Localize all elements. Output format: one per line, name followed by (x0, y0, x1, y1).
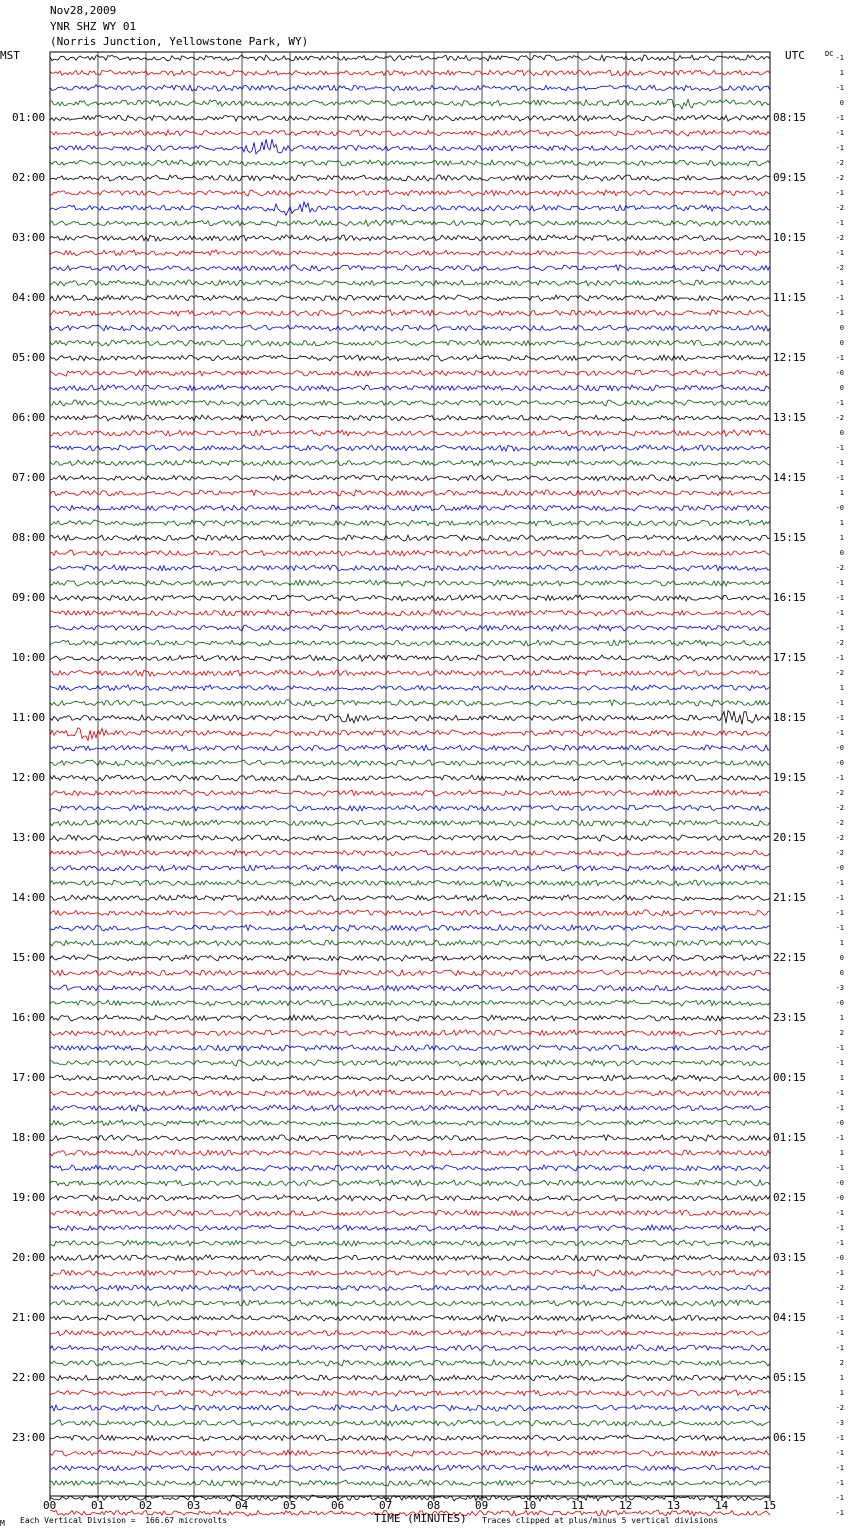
seismic-trace (50, 1285, 770, 1291)
seismic-trace (50, 1450, 770, 1456)
dc-offset-label: -0 (835, 1254, 844, 1262)
dc-offset-label: -0 (835, 1179, 844, 1187)
seismic-trace (50, 1480, 770, 1486)
seismic-trace (50, 925, 770, 931)
seismic-trace (50, 265, 770, 271)
dc-offset-label: 1 (839, 1389, 844, 1397)
mst-hour-label: 04:00 (12, 291, 46, 304)
dc-offset-label: -2 (835, 564, 844, 572)
dc-offset-label: -2 (835, 789, 844, 797)
seismic-trace (50, 640, 770, 646)
mst-hour-label: 11:00 (12, 711, 46, 724)
seismic-trace (50, 355, 770, 361)
dc-offset-label: -1 (835, 1164, 844, 1172)
utc-hour-label: 04:15 (773, 1311, 807, 1324)
mst-hour-label: 05:00 (12, 351, 46, 364)
seismic-trace (50, 445, 770, 451)
dc-offset-label: -2 (835, 804, 844, 812)
dc-offset-label: 1 (839, 684, 844, 692)
mst-hour-label: 23:00 (12, 1431, 46, 1444)
utc-hour-label: 05:15 (773, 1371, 807, 1384)
seismic-trace (50, 1390, 770, 1396)
dc-offset-label: -1 (835, 1209, 844, 1217)
dc-offset-label: -1 (835, 729, 844, 737)
seismic-trace (50, 202, 770, 215)
seismic-trace (50, 460, 770, 466)
dc-offset-label: -1 (835, 909, 844, 917)
dc-offset-label: -1 (835, 294, 844, 302)
seismic-trace (50, 565, 770, 571)
dc-offset-label: -1 (835, 1134, 844, 1142)
seismic-trace (50, 1375, 770, 1381)
dc-offset-label: -1 (835, 279, 844, 287)
seismic-trace (50, 325, 770, 331)
seismic-trace (50, 1315, 770, 1321)
dc-offset-label: -0 (835, 504, 844, 512)
seismic-trace (50, 115, 770, 121)
seismic-trace (50, 835, 770, 841)
x-tick-label: 11 (571, 1499, 585, 1512)
dc-offset-label: 0 (839, 954, 844, 962)
utc-hour-label: 17:15 (773, 651, 807, 664)
seismic-trace (50, 475, 770, 481)
seismic-trace (50, 670, 770, 676)
date-title: Nov28,2009 (50, 4, 117, 17)
mst-hour-label: 01:00 (12, 111, 46, 124)
dc-offset-label: -0 (835, 744, 844, 752)
dc-offset-label: -1 (835, 879, 844, 887)
dc-offset-label: -2 (835, 669, 844, 677)
right-timezone-label: UTC (785, 49, 805, 62)
seismic-trace (50, 1075, 770, 1081)
seismic-trace (50, 1105, 770, 1111)
dc-offset-label: -1 (835, 1449, 844, 1457)
x-tick-label: 07 (379, 1499, 393, 1512)
seismic-trace (50, 1345, 770, 1351)
dc-offset-label: -1 (835, 1089, 844, 1097)
utc-hour-label: 22:15 (773, 951, 807, 964)
utc-hour-label: 02:15 (773, 1191, 807, 1204)
seismic-trace (50, 1060, 770, 1066)
dc-offset-label: -1 (835, 1494, 844, 1502)
dc-offset-label: -1 (835, 1044, 844, 1052)
seismic-trace (50, 880, 770, 886)
dc-offset-label: -1 (835, 1104, 844, 1112)
dc-offset-label: -1 (835, 219, 844, 227)
x-tick-label: 13 (667, 1499, 681, 1512)
mst-hour-label: 17:00 (12, 1071, 46, 1084)
dc-offset-label: -0 (835, 1119, 844, 1127)
x-axis-title: TIME (MINUTES) (374, 1512, 467, 1525)
seismic-trace (50, 99, 770, 109)
seismic-trace (50, 385, 770, 391)
dc-offset-label: 0 (839, 339, 844, 347)
seismic-trace (50, 1435, 770, 1441)
dc-offset-label: -2 (835, 819, 844, 827)
dc-offset-label: 1 (839, 1149, 844, 1157)
dc-offset-label: -1 (835, 1344, 844, 1352)
x-tick-label: 08 (427, 1499, 441, 1512)
mst-hour-label: 12:00 (12, 771, 46, 784)
seismic-trace (50, 805, 770, 811)
dc-offset-label: -2 (835, 849, 844, 857)
dc-offset-label: -1 (835, 444, 844, 452)
mst-hour-label: 03:00 (12, 231, 46, 244)
dc-offset-label: -0 (835, 759, 844, 767)
seismic-trace (50, 295, 770, 301)
dc-offset-label: 2 (839, 1029, 844, 1037)
dc-offset-label: -2 (835, 204, 844, 212)
dc-offset-label: 0 (839, 99, 844, 107)
seismic-trace (50, 1030, 770, 1036)
x-tick-label: 09 (475, 1499, 489, 1512)
seismic-trace (50, 340, 770, 346)
dc-offset-label: -2 (835, 639, 844, 647)
seismic-trace (50, 820, 770, 826)
mst-hour-label: 10:00 (12, 651, 46, 664)
seismic-trace (50, 85, 770, 91)
seismic-trace (50, 700, 770, 706)
seismic-trace (50, 520, 770, 526)
seismic-trace (50, 400, 770, 406)
dc-offset-label: -1 (835, 924, 844, 932)
utc-hour-label: 03:15 (773, 1251, 807, 1264)
x-tick-label: 05 (283, 1499, 297, 1512)
dc-offset-label: -0 (835, 999, 844, 1007)
mst-hour-label: 14:00 (12, 891, 46, 904)
mst-hour-label: 20:00 (12, 1251, 46, 1264)
seismic-trace (50, 745, 770, 751)
seismic-trace (50, 250, 770, 256)
seismic-trace (50, 1045, 770, 1051)
seismic-trace (50, 175, 770, 181)
seismic-trace (50, 895, 770, 901)
seismic-trace (50, 1240, 770, 1246)
seismic-trace (50, 1135, 770, 1141)
seismic-trace (50, 160, 770, 166)
seismic-trace (50, 415, 770, 421)
dc-offset-label: -1 (835, 1464, 844, 1472)
seismic-trace (50, 985, 770, 991)
seismic-trace (50, 370, 770, 376)
mst-hour-label: 18:00 (12, 1131, 46, 1144)
seismic-trace (50, 1015, 770, 1021)
dc-offset-label: 1 (839, 69, 844, 77)
seismic-trace (50, 580, 770, 586)
seismic-trace (50, 505, 770, 511)
left-timezone-label: MST (0, 49, 20, 62)
dc-offset-label: -1 (835, 1239, 844, 1247)
x-tick-label: 02 (139, 1499, 153, 1512)
dc-offset-label: 0 (839, 384, 844, 392)
seismic-trace (50, 1270, 770, 1276)
seismic-trace (50, 190, 770, 196)
dc-offset-label: -2 (835, 264, 844, 272)
utc-hour-label: 06:15 (773, 1431, 807, 1444)
dc-offset-label: -1 (835, 594, 844, 602)
dc-offset-label: -1 (835, 609, 844, 617)
x-tick-label: 00 (43, 1499, 57, 1512)
seismic-trace (50, 850, 770, 856)
x-tick-label: 12 (619, 1499, 633, 1512)
mst-hour-label: 21:00 (12, 1311, 46, 1324)
seismic-trace (50, 550, 770, 556)
seismic-trace (50, 1420, 770, 1426)
seismic-trace (50, 130, 770, 136)
seismic-trace (50, 310, 770, 316)
dc-offset-label: 0 (839, 549, 844, 557)
seismic-trace (50, 1210, 770, 1216)
utc-hour-label: 09:15 (773, 171, 807, 184)
mst-hour-label: 22:00 (12, 1371, 46, 1384)
seismic-trace (50, 625, 770, 631)
x-tick-label: 01 (91, 1499, 105, 1512)
dc-offset-label: -1 (835, 1509, 844, 1517)
mst-hour-label: 02:00 (12, 171, 46, 184)
dc-offset-label: -1 (835, 1434, 844, 1442)
dc-offset-label: -2 (835, 234, 844, 242)
utc-hour-label: 11:15 (773, 291, 807, 304)
dc-offset-label: 0 (839, 969, 844, 977)
dc-offset-label: 1 (839, 519, 844, 527)
utc-hour-label: 10:15 (773, 231, 807, 244)
dc-offset-label: 0 (839, 429, 844, 437)
seismic-trace (50, 711, 770, 725)
seismic-trace (50, 685, 770, 691)
seismic-trace (50, 610, 770, 616)
dc-offset-label: -1 (835, 474, 844, 482)
dc-offset-label: -1 (835, 699, 844, 707)
x-tick-label: 10 (523, 1499, 537, 1512)
dc-label: DC (825, 50, 834, 58)
dc-offset-label: -1 (835, 774, 844, 782)
dc-offset-label: -1 (835, 54, 844, 62)
seismic-trace (50, 728, 770, 741)
seismic-trace (50, 940, 770, 946)
seismic-trace (50, 955, 770, 961)
dc-offset-label: -3 (835, 1419, 844, 1427)
seismic-trace (50, 1000, 770, 1006)
dc-offset-label: -2 (835, 834, 844, 842)
seismic-trace (50, 430, 770, 436)
dc-offset-label: -1 (835, 1329, 844, 1337)
utc-hour-label: 16:15 (773, 591, 807, 604)
seismic-trace (50, 1090, 770, 1096)
dc-offset-label: -1 (835, 894, 844, 902)
mst-hour-label: 16:00 (12, 1011, 46, 1024)
seismic-trace (50, 1180, 770, 1186)
dc-offset-label: -1 (835, 714, 844, 722)
dc-offset-label: -2 (835, 1404, 844, 1412)
dc-offset-label: -1 (835, 249, 844, 257)
dc-offset-label: -0 (835, 369, 844, 377)
utc-hour-label: 14:15 (773, 471, 807, 484)
utc-hour-label: 20:15 (773, 831, 807, 844)
utc-hour-label: 19:15 (773, 771, 807, 784)
dc-offset-label: -2 (835, 159, 844, 167)
dc-offset-label: -1 (835, 399, 844, 407)
seismic-trace (50, 490, 770, 496)
utc-hour-label: 08:15 (773, 111, 807, 124)
seismic-trace (50, 910, 770, 916)
utc-hour-label: 00:15 (773, 1071, 807, 1084)
seismic-trace (50, 280, 770, 286)
dc-offset-label: -1 (835, 1299, 844, 1307)
dc-offset-label: -2 (835, 414, 844, 422)
seismic-trace (50, 1465, 770, 1471)
dc-offset-label: -1 (835, 354, 844, 362)
dc-offset-label: 1 (839, 939, 844, 947)
utc-hour-label: 18:15 (773, 711, 807, 724)
x-tick-label: 14 (715, 1499, 729, 1512)
mst-hour-label: 13:00 (12, 831, 46, 844)
dc-offset-label: -1 (835, 129, 844, 137)
dc-offset-label: 1 (839, 534, 844, 542)
dc-offset-label: -1 (835, 579, 844, 587)
corner-mark: M (0, 1519, 5, 1528)
mst-hour-label: 06:00 (12, 411, 46, 424)
mst-hour-label: 15:00 (12, 951, 46, 964)
utc-hour-label: 13:15 (773, 411, 807, 424)
seismic-trace (50, 1255, 770, 1261)
utc-hour-label: 23:15 (773, 1011, 807, 1024)
dc-offset-label: -1 (835, 1224, 844, 1232)
location-title: (Norris Junction, Yellowstone Park, WY) (50, 35, 309, 48)
dc-offset-label: -1 (835, 1059, 844, 1067)
seismic-trace (50, 70, 770, 76)
seismic-trace (50, 1300, 770, 1306)
utc-hour-label: 21:15 (773, 891, 807, 904)
seismic-trace (50, 1405, 770, 1411)
dc-offset-label: 0 (839, 324, 844, 332)
dc-offset-label: -1 (835, 624, 844, 632)
seismic-trace (50, 1225, 770, 1231)
dc-offset-label: 2 (839, 1359, 844, 1367)
dc-offset-label: -0 (835, 864, 844, 872)
station-title: YNR SHZ WY 01 (50, 20, 137, 33)
dc-offset-label: -1 (835, 189, 844, 197)
utc-hour-label: 15:15 (773, 531, 807, 544)
seismic-trace (50, 220, 770, 226)
dc-offset-label: -1 (835, 1269, 844, 1277)
x-tick-label: 04 (235, 1499, 249, 1512)
seismic-trace (50, 1165, 770, 1171)
seismic-trace (50, 760, 770, 766)
dc-offset-label: -1 (835, 114, 844, 122)
seismic-trace (50, 1360, 770, 1366)
seismic-trace (50, 235, 770, 241)
utc-hour-label: 01:15 (773, 1131, 807, 1144)
dc-offset-label: -1 (835, 1314, 844, 1322)
seismic-trace (50, 139, 770, 154)
utc-hour-label: 12:15 (773, 351, 807, 364)
x-tick-label: 06 (331, 1499, 345, 1512)
dc-offset-label: -1 (835, 459, 844, 467)
mst-hour-label: 19:00 (12, 1191, 46, 1204)
seismic-trace (50, 655, 770, 661)
seismic-trace (50, 1330, 770, 1336)
clipping-note: Traces clipped at plus/minus 5 vertical divisions (482, 1516, 719, 1525)
dc-offset-label: -1 (835, 654, 844, 662)
dc-offset-label: -1 (835, 1479, 844, 1487)
seismic-trace (50, 970, 770, 976)
dc-offset-label: -2 (835, 174, 844, 182)
seismic-trace (50, 55, 770, 61)
vertical-division-note: Each Vertical Division = 166.67 microvolts (20, 1516, 228, 1525)
seismic-trace (50, 595, 770, 601)
dc-offset-label: -1 (835, 309, 844, 317)
seismic-trace (50, 1195, 770, 1201)
seismic-trace (50, 535, 770, 541)
x-tick-label: 15 (763, 1499, 777, 1512)
seismic-trace (50, 775, 770, 781)
dc-offset-label: 1 (839, 1074, 844, 1082)
x-tick-label: 03 (187, 1499, 201, 1512)
seismic-trace (50, 865, 770, 871)
dc-offset-label: -1 (835, 144, 844, 152)
dc-offset-label: -0 (835, 1194, 844, 1202)
seismic-trace (50, 1120, 770, 1126)
mst-hour-label: 07:00 (12, 471, 46, 484)
seismic-trace (50, 790, 770, 796)
mst-hour-label: 09:00 (12, 591, 46, 604)
dc-offset-label: 1 (839, 1014, 844, 1022)
mst-hour-label: 08:00 (12, 531, 46, 544)
seismic-trace (50, 1150, 770, 1156)
dc-offset-label: -3 (835, 984, 844, 992)
dc-offset-label: 1 (839, 1374, 844, 1382)
dc-offset-label: 1 (839, 489, 844, 497)
dc-offset-label: -1 (835, 84, 844, 92)
dc-offset-label: -2 (835, 1284, 844, 1292)
